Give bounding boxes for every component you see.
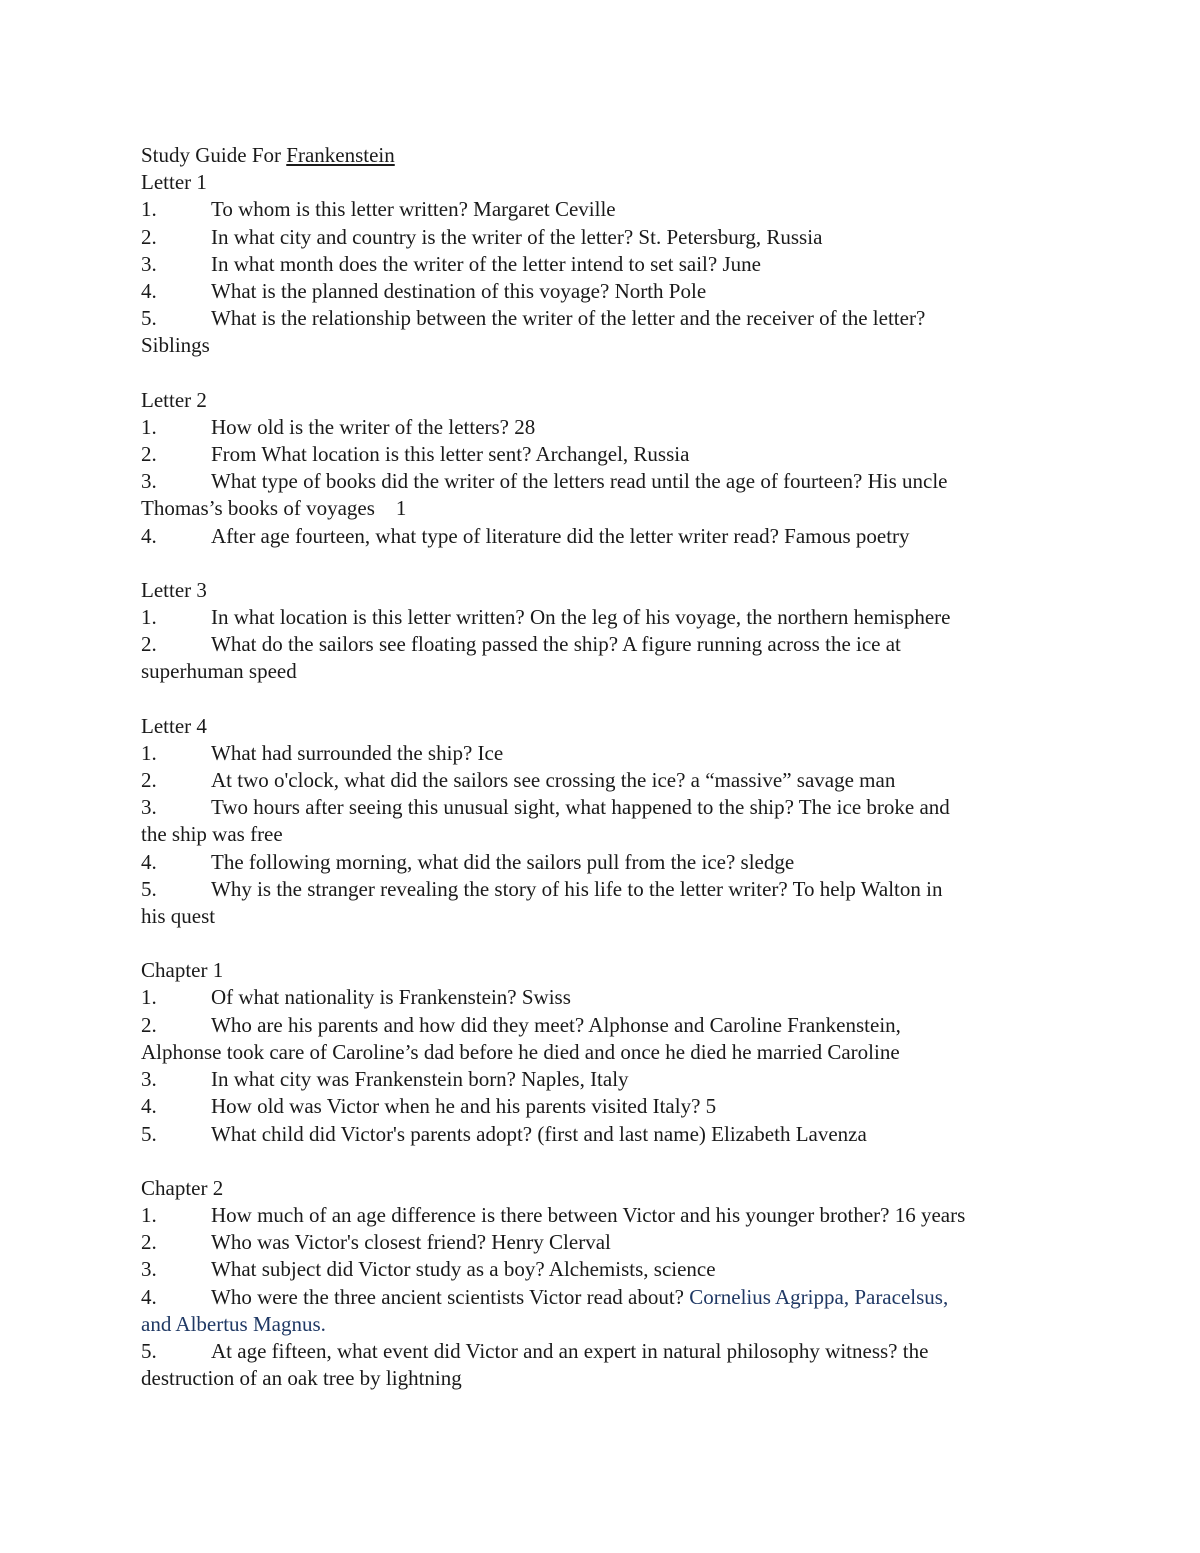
question-continuation: his quest: [141, 904, 216, 929]
question-continuation: superhuman speed: [141, 659, 297, 684]
question-item: [141, 278, 1081, 305]
section-letter-4: [141, 713, 1081, 931]
question-number: 4.: [141, 1284, 157, 1309]
question-text: To whom is this letter written? Margaret Ceville: [211, 197, 616, 222]
question-item: [141, 1229, 1081, 1256]
question-number: 3.: [141, 1257, 157, 1282]
question-number: 1.: [141, 414, 157, 439]
spacer: [141, 1148, 1081, 1175]
question-item: [141, 1202, 1081, 1229]
question-text: What child did Victor's parents adopt? (first and last name) Elizabeth Lavenza: [211, 1121, 867, 1146]
question-continuation: Siblings: [141, 333, 210, 358]
question-item: [141, 849, 1081, 876]
book-title: Frankenstein: [286, 143, 395, 167]
question-text: Why is the stranger revealing the story of his life to the letter writer? To help Walton in: [211, 876, 943, 901]
section-heading: Letter 2: [141, 387, 207, 412]
document-title: [141, 142, 1081, 169]
spacer: [141, 550, 1081, 577]
question-item: [141, 224, 1081, 251]
section-heading: Letter 1: [141, 170, 207, 195]
question-number: 1.: [141, 605, 157, 630]
question-text: Who are his parents and how did they meet? Alphonse and Caroline Frankenstein,: [211, 1012, 901, 1037]
question-continuation: and Albertus Magnus.: [141, 1311, 326, 1336]
section-letter-2: [141, 387, 1081, 550]
question-number: 2.: [141, 442, 157, 467]
question-text: In what city and country is the writer of the letter? St. Petersburg, Russia: [211, 224, 823, 249]
section-chapter-2: [141, 1175, 1081, 1393]
section-chapter-1: [141, 957, 1081, 1147]
question-text: In what city was Frankenstein born? Naples, Italy: [211, 1067, 629, 1092]
question-item: [141, 794, 1081, 821]
question-item: [141, 876, 1081, 903]
question-text: The following morning, what did the sailors pull from the ice? sledge: [211, 849, 795, 874]
question-number: 1.: [141, 740, 157, 765]
question-text: How much of an age difference is there between Victor and his younger brother? 16 years: [211, 1202, 966, 1227]
question-number: 4.: [141, 1094, 157, 1119]
question-number: 2.: [141, 224, 157, 249]
question-text: What type of books did the writer of the letters read until the age of fourteen? His uncle: [211, 469, 948, 494]
section-letter-3: [141, 577, 1081, 686]
question-continuation: the ship was free: [141, 822, 283, 847]
question-item: [141, 604, 1081, 631]
question-text: What is the planned destination of this voyage? North Pole: [211, 279, 707, 304]
question-item: [141, 196, 1081, 223]
question-number: 5.: [141, 876, 157, 901]
question-number: 3.: [141, 1067, 157, 1092]
question-item: [141, 523, 1081, 550]
answer-text: Cornelius Agrippa, Paracelsus,: [689, 1284, 949, 1309]
question-number: 5.: [141, 1338, 157, 1363]
question-item: [141, 1012, 1081, 1039]
question-number: 3.: [141, 795, 157, 820]
question-text: Of what nationality is Frankenstein? Swiss: [211, 985, 571, 1010]
question-text: What subject did Victor study as a boy? Alchemists, science: [211, 1257, 716, 1282]
study-guide-page: [141, 142, 1081, 1392]
question-number: 5.: [141, 1121, 157, 1146]
question-item: [141, 767, 1081, 794]
question-text: What had surrounded the ship? Ice: [211, 740, 504, 765]
question-number: 4.: [141, 849, 157, 874]
question-text: Two hours after seeing this unusual sight, what happened to the ship? The ice broke and: [211, 795, 950, 820]
section-letter-1: [141, 169, 1081, 359]
question-item: [141, 1093, 1081, 1120]
question-continuation: Thomas’s books of voyages 1: [141, 496, 407, 521]
question-text: In what month does the writer of the letter intend to set sail? June: [211, 251, 761, 276]
section-heading: Chapter 1: [141, 958, 224, 983]
question-text: What is the relationship between the writer of the letter and the receiver of the letter?: [211, 306, 926, 331]
spacer: [141, 686, 1081, 713]
question-number: 2.: [141, 632, 157, 657]
question-text: What do the sailors see floating passed the ship? A figure running across the ice at: [211, 632, 901, 657]
question-item: [141, 984, 1081, 1011]
section-heading: Chapter 2: [141, 1175, 224, 1200]
question-number: 2.: [141, 1012, 157, 1037]
question-number: 2.: [141, 768, 157, 793]
spacer: [141, 930, 1081, 957]
question-text: How old was Victor when he and his parents visited Italy? 5: [211, 1094, 717, 1119]
question-item: [141, 1121, 1081, 1148]
section-heading: Letter 4: [141, 713, 207, 738]
question-item: [141, 1066, 1081, 1093]
question-text: Who was Victor's closest friend? Henry Clerval: [211, 1230, 611, 1255]
question-item: [141, 468, 1081, 495]
question-item: [141, 1338, 1081, 1365]
question-number: 4.: [141, 279, 157, 304]
question-continuation: Alphonse took care of Caroline’s dad before he died and once he died he married Caroline: [141, 1039, 900, 1064]
question-number: 3.: [141, 251, 157, 276]
question-number: 5.: [141, 306, 157, 331]
question-item: [141, 1284, 1081, 1311]
question-text: At age fifteen, what event did Victor and an expert in natural philosophy witness? the: [211, 1338, 929, 1363]
question-number: 4.: [141, 523, 157, 548]
title-prefix: Study Guide For: [141, 143, 287, 167]
question-number: 1.: [141, 985, 157, 1010]
question-text: From What location is this letter sent? Archangel, Russia: [211, 442, 690, 467]
question-item: [141, 631, 1081, 658]
question-text: After age fourteen, what type of literature did the letter writer read? Famous poetry: [211, 523, 910, 548]
spacer: [141, 360, 1081, 387]
question-continuation: destruction of an oak tree by lightning: [141, 1366, 462, 1391]
question-item: [141, 740, 1081, 767]
question-text: At two o'clock, what did the sailors see crossing the ice? a “massive” savage man: [211, 768, 896, 793]
question-item: [141, 441, 1081, 468]
question-number: 3.: [141, 469, 157, 494]
question-text: Who were the three ancient scientists Victor read about?: [211, 1284, 690, 1309]
question-item: [141, 251, 1081, 278]
question-item: [141, 305, 1081, 332]
question-item: [141, 414, 1081, 441]
question-text: In what location is this letter written? On the leg of his voyage, the northern hemisphere: [211, 605, 951, 630]
question-number: 1.: [141, 197, 157, 222]
question-item: [141, 1256, 1081, 1283]
section-heading: Letter 3: [141, 577, 207, 602]
question-number: 1.: [141, 1202, 157, 1227]
question-number: 2.: [141, 1230, 157, 1255]
question-text: How old is the writer of the letters? 28: [211, 414, 536, 439]
